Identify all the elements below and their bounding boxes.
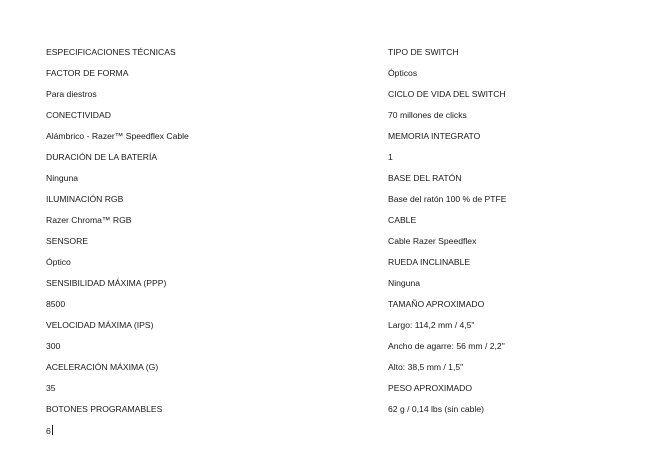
value-aceleracion-maxima: 35 [46,383,56,393]
label-velocidad-maxima: VELOCIDAD MÁXIMA (IPS) [46,320,154,330]
heading-especificaciones: ESPECIFICACIONES TÉCNICAS [46,47,176,57]
value-iluminacion-rgb: Razer Chroma™ RGB [46,215,132,225]
value-conectividad: Alámbrico - Razer™ Speedflex Cable [46,131,189,141]
right-column [388,47,506,425]
value-botones-programables: 6 [46,426,51,436]
value-factor-de-forma: Para diestros [46,89,97,99]
label-duracion-bateria: DURACIÓN DE LA BATERÍA [46,152,158,162]
value-cable: Cable Razer Speedflex [388,236,477,246]
label-cable: CABLE [388,215,417,225]
value-largo: Largo: 114,2 mm / 4,5" [388,320,475,330]
label-sensibilidad-maxima: SENSIBILIDAD MÁXIMA (PPP) [46,278,167,288]
value-duracion-bateria: Ninguna [46,173,79,183]
label-tipo-de-switch: TIPO DE SWITCH [388,47,459,57]
label-botones-programables: BOTONES PROGRAMABLES [46,404,163,414]
value-ciclo-de-vida: 70 millones de clicks [388,110,467,120]
label-tamano-aproximado: TAMAÑO APROXIMADO [388,299,485,309]
label-factor-de-forma: FACTOR DE FORMA [46,68,129,78]
value-sensibilidad-maxima: 8500 [46,299,66,309]
label-conectividad: CONECTIVIDAD [46,110,111,120]
label-iluminacion-rgb: ILUMINACIÓN RGB [46,194,124,204]
label-peso-aproximado: PESO APROXIMADO [388,383,473,393]
value-base-del-raton: Base del ratón 100 % de PTFE [388,194,507,204]
label-aceleracion-maxima: ACELERACIÓN MÁXIMA (G) [46,362,159,372]
text-cursor [52,425,53,435]
value-memoria-integrato: 1 [388,152,393,162]
label-memoria-integrato: MEMORIA INTEGRATO [388,131,481,141]
value-peso-aproximado: 62 g / 0,14 lbs (sin cable) [388,404,485,414]
label-sensore: SENSORE [46,236,89,246]
value-sensore: Óptico [46,257,71,267]
left-column [46,47,189,446]
label-ciclo-de-vida: CICLO DE VIDA DEL SWITCH [388,89,506,99]
value-alto: Alto: 38,5 mm / 1,5" [388,362,464,372]
value-rueda-inclinable: Ninguna [388,278,421,288]
label-base-del-raton: BASE DEL RATÓN [388,173,462,183]
value-botones-programables-line[interactable] [46,425,189,446]
label-rueda-inclinable: RUEDA INCLINABLE [388,257,471,267]
value-velocidad-maxima: 300 [46,341,61,351]
value-ancho-de-agarre: Ancho de agarre: 56 mm / 2,2" [388,341,505,351]
value-tipo-de-switch: Ópticos [388,68,418,78]
